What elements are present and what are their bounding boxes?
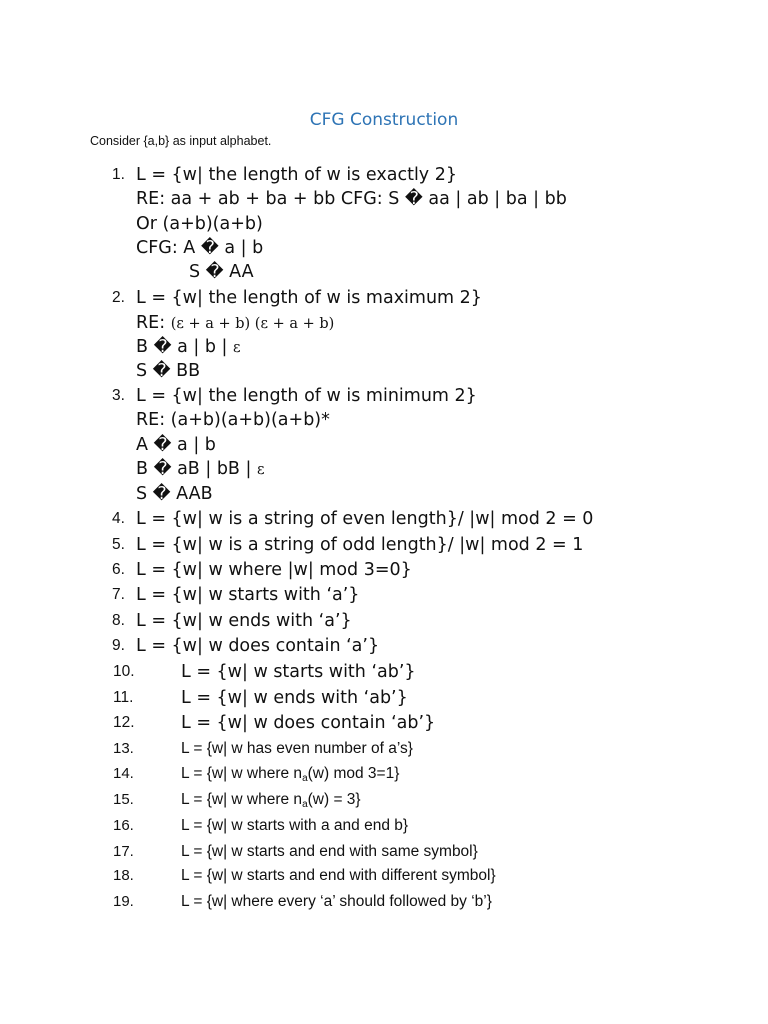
language-definition: L = {w| w starts with ‘a’} — [136, 585, 360, 605]
language-definition: L = {w| w where |w| mod 3=0} — [136, 560, 412, 580]
intro-text: Consider {a,b} as input alphabet. — [90, 134, 272, 148]
item-number: 8. — [112, 612, 125, 629]
language-definition: L = {w| the length of w is exactly 2} — [136, 165, 457, 185]
language-definition: L = {w| w where $n_a(w)$ mod 3=1} — [181, 765, 400, 784]
language-definition: L = {w| w ends with ‘a’} — [136, 611, 352, 631]
language-definition: L = {w| w has even number of a’s} — [181, 740, 413, 757]
item-number: 18. — [113, 867, 134, 884]
grammar-rule: S � AA — [189, 262, 254, 282]
item-number: 11. — [113, 689, 134, 706]
language-definition: L = {w| w starts and end with same symbol} — [181, 843, 478, 860]
item-number: 3. — [112, 387, 125, 404]
regular-expression: RE: aa + ab + ba + bb CFG: S � aa | ab | ba | bb — [136, 189, 567, 209]
language-definition: L = {w| w is a string of odd length}/ |w| mod 2 = 1 — [136, 535, 584, 555]
language-definition: L = {w| the length of w is maximum 2} — [136, 288, 482, 308]
item-number: 5. — [112, 536, 125, 553]
language-definition: L = {w| the length of w is minimum 2} — [136, 386, 477, 406]
item-number: 1. — [112, 166, 125, 183]
grammar-rule: A � a | b — [136, 435, 216, 455]
regular-expression-alt: Or (a+b)(a+b) — [136, 214, 263, 234]
item-number: 15. — [113, 791, 134, 808]
grammar-rule: B � aB | bB | ε — [136, 459, 265, 479]
language-definition: L = {w| w ends with ‘ab’} — [181, 688, 408, 708]
grammar-rule: S � AAB — [136, 484, 213, 504]
language-definition: L = {w| w starts with a and end b} — [181, 817, 409, 834]
item-number: 9. — [112, 637, 125, 654]
item-number: 10. — [113, 663, 135, 680]
language-definition: L = {w| w does contain ‘a’} — [136, 636, 380, 656]
item-number: 2. — [112, 289, 125, 306]
grammar-rule: CFG: A � a | b — [136, 238, 264, 258]
item-number: 19. — [113, 893, 134, 910]
item-number: 6. — [112, 561, 125, 578]
item-number: 17. — [113, 843, 134, 860]
item-number: 12. — [113, 714, 135, 731]
grammar-rule: S � BB — [136, 361, 201, 381]
language-definition: L = {w| w starts with ‘ab’} — [181, 662, 416, 682]
page-title: CFG Construction — [309, 110, 459, 130]
grammar-rule: B � a | b | ε — [136, 337, 241, 357]
item-number: 7. — [112, 586, 125, 603]
item-number: 4. — [112, 510, 125, 527]
language-definition: L = {w| w is a string of even length}/ |w| mod 2 = 0 — [136, 509, 594, 529]
item-number: 16. — [113, 817, 134, 834]
regular-expression: RE: (ε + a + b) (ε + a + b) — [136, 313, 335, 333]
language-definition: L = {w| w does contain ‘ab’} — [181, 713, 436, 733]
language-definition: L = {w| w where $n_a(w) = 3$} — [181, 791, 361, 810]
language-definition: L = {w| where every ‘a’ should followed by ‘b’} — [181, 893, 492, 910]
item-number: 13. — [113, 740, 134, 757]
regular-expression: RE: (a+b)(a+b)(a+b)* — [136, 410, 330, 430]
item-number: 14. — [113, 765, 134, 782]
language-definition: L = {w| w starts and end with different symbol} — [181, 867, 496, 884]
